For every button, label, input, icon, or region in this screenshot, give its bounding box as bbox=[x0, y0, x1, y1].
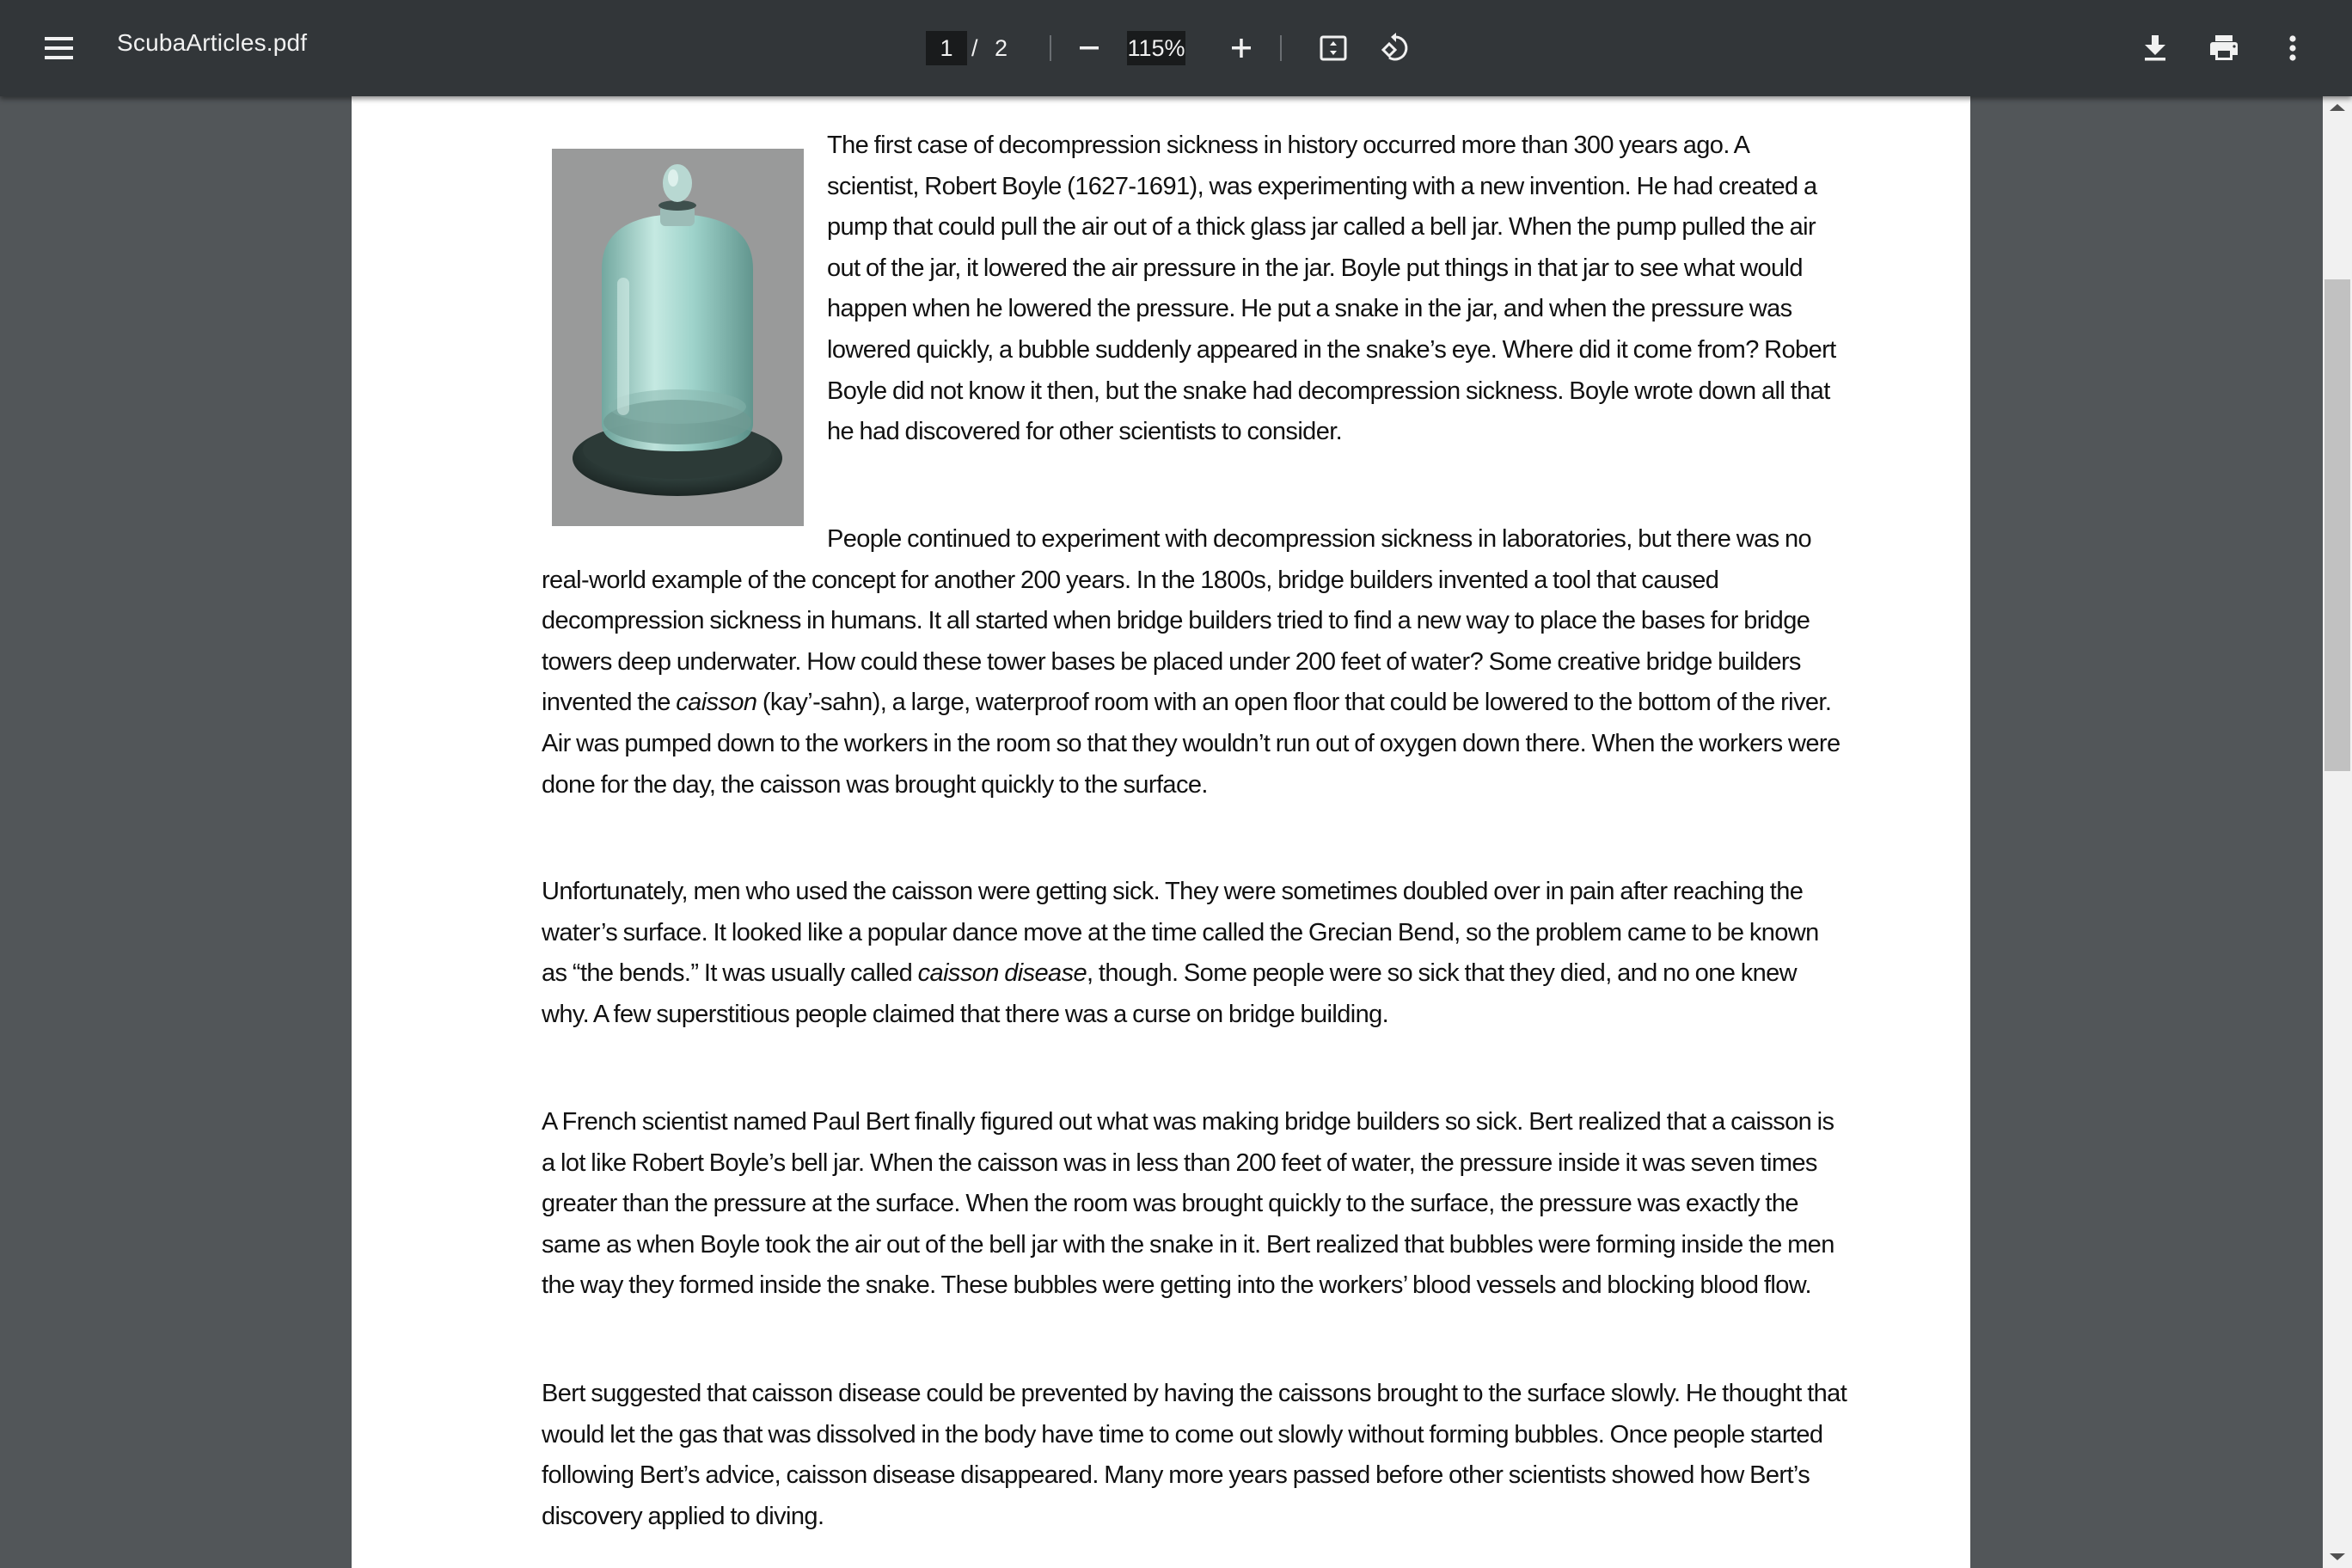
bell-jar-image bbox=[552, 149, 804, 526]
scroll-down-button[interactable] bbox=[2323, 1546, 2352, 1568]
paragraph-caisson bbox=[542, 519, 1848, 805]
paragraph-text: Unfortunately, men who used the caisson were getting sick. They were sometimes doubled over in pain after reaching the water’s surface. It looked like a popular dance move at the time called the Grecian Bend, so the problem came to be known as “the bends.” It was usually called bbox=[542, 878, 1819, 988]
arrow-up-icon bbox=[2330, 104, 2345, 111]
file-title: ScubaArticles.pdf bbox=[117, 29, 308, 56]
vertical-scrollbar[interactable] bbox=[2323, 96, 2352, 1568]
more-vertical-icon bbox=[2288, 34, 2298, 63]
scroll-up-button[interactable] bbox=[2323, 96, 2352, 119]
paragraph-text: (kay’-sahn), a large, waterproof room with an open floor that could be lowered to the bottom of the river. Air was pumped down to the workers in the room so that they wouldn’t run out of oxygen down there. When the workers were done for the day, the caisson was brought quickly to the surface. bbox=[542, 689, 1841, 799]
print-button[interactable] bbox=[2203, 28, 2245, 69]
plus-icon bbox=[1229, 36, 1253, 60]
paragraph-text: , though. Some people were so sick that they died, and no one knew why. A few superstitious people claimed that there was a curse on bridge building. bbox=[542, 959, 1798, 1028]
toolbar-divider bbox=[1050, 35, 1051, 61]
page-separator: / bbox=[971, 35, 978, 61]
zoom-out-button[interactable] bbox=[1069, 28, 1110, 69]
hamburger-menu-icon[interactable] bbox=[38, 28, 79, 69]
paragraph-boyle: The first case of decompression sickness in history occurred more than 300 years ago. A scientist, Robert Boyle (1627-1691), was experimenting with a new invention. He had created a pump that could pull the air out of a thick glass jar called a bell jar. When the pump pulled the air out of the jar, it lowered the air pressure in the jar. Boyle put things in that jar to see what would happen when he lowered the pressure. He put a snake in the jar, and when the pressure was lowered quickly, a bubble suddenly appeared in the snake’s eye. Where did it come from? Robert Boyle did not know it then, but the snake had decompression sickness. Boyle wrote down all that he had discovered for other scientists to consider. bbox=[827, 132, 1836, 446]
toolbar-divider bbox=[1280, 35, 1282, 61]
arrow-down-icon bbox=[2330, 1553, 2345, 1560]
zoom-level-input[interactable]: 115% bbox=[1127, 31, 1185, 65]
pdf-page bbox=[352, 96, 1970, 1568]
fit-to-page-icon bbox=[1318, 33, 1349, 64]
paragraph-paul-bert: A French scientist named Paul Bert finally figured out what was making bridge builders so sick. Bert realized that a caisson is a lot like Robert Boyle’s bell jar. When the caisson was in less than 200 feet of water, the pressure inside it was seven times greater than the pressure at the surface. When the room was brought quickly to the surface, the pressure was exactly the same as when Boyle took the air out of the bell jar with the snake in it. Bert realized that bubbles were forming inside the men the way they formed inside the snake. These bubbles were getting into the workers’ blood vessels and blocking blood flow. bbox=[542, 1108, 1834, 1300]
more-options-button[interactable] bbox=[2272, 28, 2313, 69]
italic-term: caisson bbox=[676, 689, 757, 717]
paragraph-the-bends bbox=[542, 872, 1848, 1035]
download-icon bbox=[2141, 34, 2169, 63]
print-icon bbox=[2208, 34, 2240, 63]
paragraph-text: People continued to experiment with decompression sickness in laboratories, but there was no real-world example of the concept for another 200 years. In the 1800s, bridge builders invented a tool that caused decompression sickness in humans. It all started when bridge builders tried to find a new way to place the bases for bridge towers deep underwater. How could these tower bases be placed under 200 feet of water? Some creative bridge builders invented the bbox=[542, 525, 1812, 717]
fit-to-page-button[interactable] bbox=[1313, 28, 1354, 69]
download-button[interactable] bbox=[2135, 28, 2176, 69]
current-page-input[interactable]: 1 bbox=[926, 31, 967, 65]
zoom-in-button[interactable] bbox=[1221, 28, 1262, 69]
bell-jar-illustration bbox=[552, 149, 804, 526]
paragraph-prevention: Bert suggested that caisson disease could be prevented by having the caissons brought to the surface slowly. He thought that would let the gas that was dissolved in the body have time to come out slowly without forming bubbles. Once people started following Bert’s advice, caisson disease disappeared. Many more years passed before other scientists showed how Bert’s discovery applied to diving. bbox=[542, 1380, 1847, 1530]
total-pages: 2 bbox=[995, 35, 1008, 61]
rotate-counterclockwise-icon bbox=[1379, 32, 1412, 64]
rotate-button[interactable] bbox=[1375, 28, 1416, 69]
italic-term: caisson disease bbox=[917, 959, 1087, 988]
minus-icon bbox=[1077, 36, 1101, 60]
scrollbar-thumb[interactable] bbox=[2324, 279, 2350, 771]
pdf-toolbar bbox=[0, 0, 2352, 96]
